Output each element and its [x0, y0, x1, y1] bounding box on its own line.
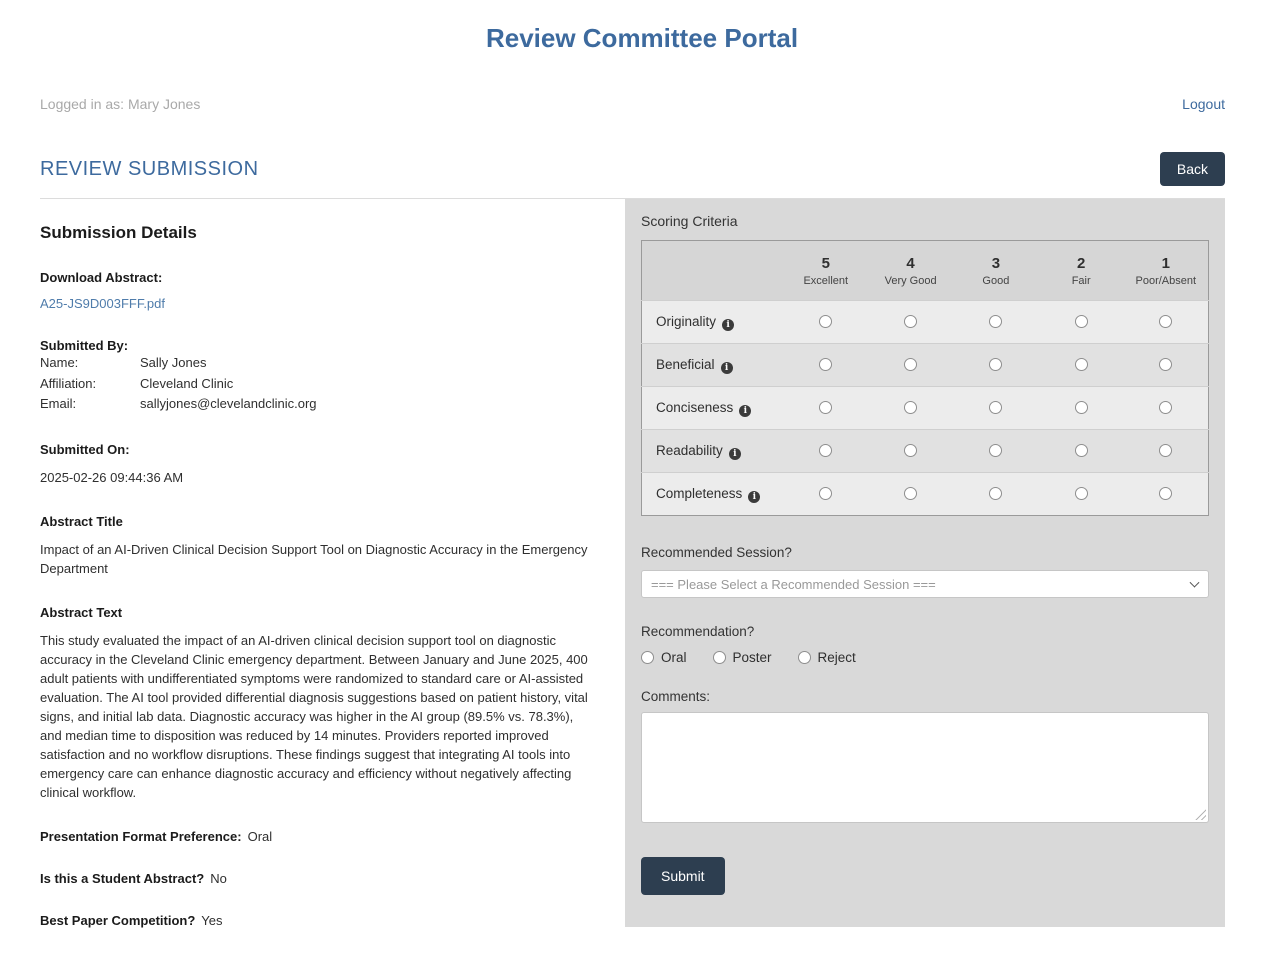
- score-4-number: 4: [906, 254, 915, 272]
- student-abstract-label: Is this a Student Abstract?: [40, 870, 205, 886]
- student-abstract-row: [40, 871, 595, 886]
- format-preference-value: Oral: [247, 828, 273, 844]
- beneficial-score-1-radio[interactable]: [1159, 358, 1172, 371]
- best-paper-row: [40, 913, 595, 928]
- recommendation-option-poster[interactable]: [713, 650, 772, 665]
- originality-score-3-radio[interactable]: [989, 315, 1002, 328]
- score-3-number: 3: [991, 254, 1001, 272]
- poster-radio[interactable]: [713, 651, 726, 664]
- name-label: Name:: [40, 355, 79, 370]
- format-preference-label: Presentation Format Preference:: [40, 828, 242, 844]
- completeness-score-3-radio[interactable]: [989, 487, 1002, 500]
- poster-label: Poster: [732, 650, 772, 665]
- recommendation-options: [641, 650, 1209, 665]
- criterion-completeness-label: Completeness: [656, 485, 743, 501]
- score-5-number: 5: [821, 254, 830, 272]
- submitter-name-row: [40, 353, 595, 374]
- logout-link[interactable]: Logout: [1182, 96, 1225, 112]
- submit-button[interactable]: Submit: [641, 857, 725, 895]
- submitted-on-label: Submitted On:: [40, 441, 130, 457]
- originality-score-5-radio[interactable]: [819, 315, 832, 328]
- beneficial-score-5-radio[interactable]: [819, 358, 832, 371]
- info-icon[interactable]: [721, 362, 733, 374]
- submitter-email-row: [40, 394, 595, 415]
- criterion-row-readability: [642, 430, 1209, 473]
- readability-score-5-radio[interactable]: [819, 444, 832, 457]
- criterion-row-originality: [642, 301, 1209, 344]
- completeness-score-2-radio[interactable]: [1075, 487, 1088, 500]
- score-2-label: Fair: [1071, 274, 1091, 287]
- criterion-conciseness-label: Conciseness: [656, 399, 734, 415]
- affiliation-label: Affiliation:: [40, 375, 97, 391]
- submitter-affiliation-row: [40, 374, 595, 395]
- readability-score-3-radio[interactable]: [989, 444, 1002, 457]
- page-title: REVIEW SUBMISSION: [40, 157, 259, 180]
- format-preference-row: [40, 829, 595, 844]
- back-button[interactable]: Back: [1160, 152, 1225, 186]
- abstract-text-label: Abstract Text: [40, 604, 123, 620]
- app-title: Review Committee Portal: [485, 23, 799, 53]
- score-header-empty: [642, 241, 784, 301]
- score-header-3: [953, 241, 1039, 301]
- oral-radio[interactable]: [641, 651, 654, 664]
- score-2-number: 2: [1076, 254, 1086, 272]
- score-header-1: [1124, 241, 1209, 301]
- submission-details-panel: [40, 199, 595, 927]
- oral-label: Oral: [661, 650, 687, 665]
- originality-score-2-radio[interactable]: [1075, 315, 1088, 328]
- score-header-5: [783, 241, 868, 301]
- scoring-criteria-title: Scoring Criteria: [641, 213, 738, 229]
- score-4-label: Very Good: [884, 274, 937, 287]
- readability-score-1-radio[interactable]: [1159, 444, 1172, 457]
- recommended-session-label: Recommended Session?: [641, 545, 792, 560]
- criterion-readability-label: Readability: [656, 442, 723, 458]
- info-icon[interactable]: [722, 319, 734, 331]
- info-icon[interactable]: [739, 405, 751, 417]
- completeness-score-5-radio[interactable]: [819, 487, 832, 500]
- conciseness-score-5-radio[interactable]: [819, 401, 832, 414]
- submitted-on-value: 2025-02-26 09:44:36 AM: [40, 469, 184, 485]
- submission-details-title: Submission Details: [40, 223, 197, 242]
- abstract-title-label: Abstract Title: [40, 513, 123, 529]
- criterion-originality-label: Originality: [656, 313, 717, 329]
- originality-score-1-radio[interactable]: [1159, 315, 1172, 328]
- criterion-beneficial-label: Beneficial: [656, 356, 715, 372]
- page-header: [40, 152, 1225, 199]
- readability-score-2-radio[interactable]: [1075, 444, 1088, 457]
- scoring-table: [641, 240, 1209, 516]
- name-value: Sally Jones: [140, 355, 207, 370]
- comments-textarea[interactable]: [641, 712, 1209, 823]
- logged-in-as: Logged in as: Mary Jones: [40, 96, 201, 112]
- originality-score-4-radio[interactable]: [904, 315, 917, 328]
- info-icon[interactable]: [748, 491, 760, 503]
- recommendation-option-reject[interactable]: [798, 650, 856, 665]
- score-header-row: [642, 241, 1209, 301]
- reject-label: Reject: [817, 650, 856, 665]
- reject-radio[interactable]: [798, 651, 811, 664]
- comments-label: Comments:: [641, 689, 711, 704]
- recommended-session-select[interactable]: [641, 570, 1209, 598]
- abstract-title-value: Impact of an AI-Driven Clinical Decision Support Tool on Diagnostic Accuracy in the Emergency Department: [40, 541, 588, 576]
- submitted-by-label: Submitted By:: [40, 338, 129, 353]
- best-paper-value: Yes: [201, 912, 223, 928]
- affiliation-value: Cleveland Clinic: [140, 375, 234, 391]
- best-paper-label: Best Paper Competition?: [40, 912, 196, 928]
- beneficial-score-4-radio[interactable]: [904, 358, 917, 371]
- student-abstract-value: No: [210, 870, 227, 886]
- recommendation-label: Recommendation?: [641, 624, 755, 639]
- conciseness-score-1-radio[interactable]: [1159, 401, 1172, 414]
- conciseness-score-4-radio[interactable]: [904, 401, 917, 414]
- download-abstract-label: Download Abstract:: [40, 270, 163, 285]
- abstract-text-value: This study evaluated the impact of an AI-driven clinical decision support tool on diagnostic accuracy in the Cleveland Clinic emergency department. Between January and June 2025, 400 adult patients with undifferentiated symptoms were randomized to standard care or AI-assisted evaluation. The AI tool provided differential diagnosis suggestions based on patient history, vital signs, and initial lab data. Diagnostic accuracy was higher in the AI group (89.5% vs. 78.3%), and median time to disposition was reduced by 14 minutes. Providers reported improved satisfaction and no workflow disruptions. These findings suggest that integrating AI tools into emergency care can enhance diagnostic accuracy and efficiency without negatively affecting clinical workflow.: [40, 632, 588, 800]
- criterion-row-beneficial: [642, 344, 1209, 387]
- score-1-number: 1: [1161, 254, 1170, 272]
- conciseness-score-2-radio[interactable]: [1075, 401, 1088, 414]
- readability-score-4-radio[interactable]: [904, 444, 917, 457]
- criterion-row-completeness: [642, 473, 1209, 516]
- review-form-panel: [625, 199, 1225, 927]
- user-bar: [40, 96, 1225, 112]
- criterion-row-conciseness: [642, 387, 1209, 430]
- email-label: Email:: [40, 396, 77, 411]
- score-1-label: Poor/Absent: [1135, 274, 1197, 287]
- score-5-label: Excellent: [803, 274, 849, 287]
- completeness-score-1-radio[interactable]: [1159, 487, 1172, 500]
- abstract-pdf-link[interactable]: A25-JS9D003FFF.pdf: [40, 296, 166, 311]
- recommendation-option-oral[interactable]: [641, 650, 687, 665]
- conciseness-score-3-radio[interactable]: [989, 401, 1002, 414]
- score-3-label: Good: [982, 274, 1010, 287]
- beneficial-score-2-radio[interactable]: [1075, 358, 1088, 371]
- completeness-score-4-radio[interactable]: [904, 487, 917, 500]
- beneficial-score-3-radio[interactable]: [989, 358, 1002, 371]
- score-header-4: [868, 241, 953, 301]
- score-header-2: [1039, 241, 1124, 301]
- info-icon[interactable]: [729, 448, 741, 460]
- email-value: sallyjones@clevelandclinic.org: [140, 396, 317, 411]
